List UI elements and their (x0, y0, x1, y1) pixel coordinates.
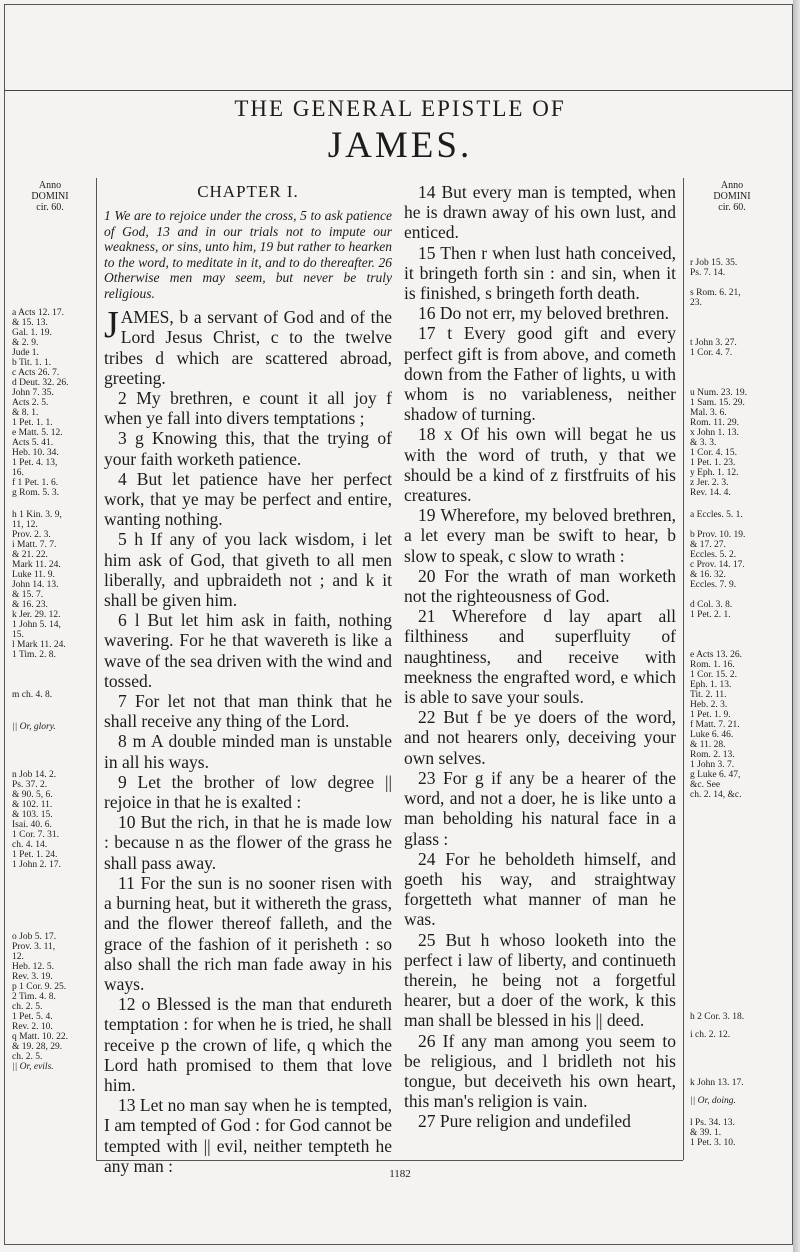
right-note: 1 Pet. 2. 1. (690, 610, 731, 620)
right-year: cir. 60. (718, 202, 746, 213)
verse (104, 304, 392, 388)
left-note: 1 Tim. 2. 8. (12, 650, 56, 660)
left-note: Prov. 3. 11, (12, 942, 56, 952)
left-note: Heb. 10. 34. (12, 448, 59, 458)
verse: 23 For g if any be a hearer of the word, and not a doer, he is like unto a man beholding his natural face in a glass : (404, 767, 676, 849)
right-note: f Matt. 7. 21. (690, 720, 740, 730)
left-note: Isai. 40. 6. (12, 820, 52, 830)
left-note: 1 Cor. 7. 31. (12, 830, 59, 840)
left-note: m ch. 4. 8. (12, 690, 53, 700)
verse: 12 o Blessed is the man that endureth temptation : for when he is tried, he shall receive p the crown of life, q which the Lord hath promised to them that love him. (104, 994, 392, 1095)
verse: 4 But let patience have her perfect work, that ye may be perfect and entire, wanting nothing. (104, 468, 392, 530)
verse: 19 Wherefore, my beloved brethren, a let every man be swift to hear, b slow to speak, c slow to wrath : (404, 505, 676, 566)
left-note: Prov. 2. 3. (12, 530, 51, 540)
left-note: 1 John 5. 14, (12, 620, 61, 630)
left-note: q Matt. 10. 22. (12, 1032, 68, 1042)
left-note: o Job 5. 17. (12, 932, 57, 942)
left-verses (104, 304, 392, 1176)
verse: 14 But every man is tempted, when he is drawn away of his own lust, and enticed. (404, 182, 676, 243)
right-note: b Prov. 10. 19. (690, 530, 746, 540)
left-note: Heb. 12. 5. (12, 962, 54, 972)
left-note: c Acts 26. 7. (12, 368, 60, 378)
left-note: 1 John 2. 17. (12, 860, 61, 870)
left-note: & 103. 15. (12, 810, 53, 820)
left-note: 2 Tim. 4. 8. (12, 992, 56, 1002)
left-note: || Or, evils. (12, 1062, 54, 1072)
right-note: Eccles. 7. 9. (690, 580, 737, 590)
left-note: John 7. 35. (12, 388, 54, 398)
left-note: l Mark 11. 24. (12, 640, 66, 650)
right-note: t John 3. 27. (690, 338, 737, 348)
left-anno: Anno (38, 180, 62, 191)
verse: 7 For let not that man think that he shall receive any thing of the Lord. (104, 691, 392, 732)
right-note: Rom. 11. 29. (690, 418, 739, 428)
left-note: Acts 5. 41. (12, 438, 54, 448)
right-note: & 17. 27. (690, 540, 726, 550)
left-note: & 102. 11. (12, 800, 53, 810)
right-note: r Job 15. 35. (690, 258, 738, 268)
left-note: b Tit. 1. 1. (12, 358, 52, 368)
verse: 9 Let the brother of low degree || rejoice in that he is exalted : (104, 771, 392, 813)
verse: 13 Let no man say when he is tempted, I am tempted of God : for God cannot be tempted with || evil, neither tempteth he any man : (104, 1095, 392, 1176)
right-note: Ps. 7. 14. (690, 268, 726, 278)
right-note: i ch. 2. 12. (690, 1030, 731, 1040)
left-note: & 15. 7. (12, 590, 44, 600)
left-note: 1 Pet. 5. 4. (12, 1012, 53, 1022)
left-note: Rev. 2. 10. (12, 1022, 53, 1032)
header-rule (4, 90, 793, 91)
verse: 24 For he beholdeth himself, and goeth his way, and straightway forgetteth what manner of man he was. (404, 848, 676, 930)
left-note: ch. 2. 5. (12, 1002, 43, 1012)
right-note: 1 John 3. 7. (690, 760, 735, 770)
book-title: JAMES. (327, 125, 473, 166)
page-number: 1182 (389, 1168, 411, 1180)
right-domini: DOMINI (713, 191, 751, 202)
right-anno: Anno (720, 180, 744, 191)
verse: 17 t Every good gift and every perfect gift is from above, and cometh down from the Father of lights, u with whom is no variableness, neither shadow of turning. (404, 323, 676, 425)
right-note: &c. See (690, 780, 721, 790)
right-note: & 11. 28. (690, 740, 726, 750)
left-note: & 21. 22. (12, 550, 48, 560)
right-note: c Prov. 14. 17. (690, 560, 745, 570)
chapter-heading: CHAPTER I. (197, 182, 299, 201)
right-note: 1 Pet. 1. 23. (690, 458, 736, 468)
verse: 11 For the sun is no sooner risen with a burning heat, but it withereth the grass, and the flower thereof falleth, and the grace of the fashion of it perisheth : so also shall the rich man fade away in his ways. (104, 872, 392, 994)
right-note: & 3. 3. (690, 438, 717, 448)
right-note: k John 13. 17. (690, 1078, 744, 1088)
verse: 21 Wherefore d lay apart all filthiness and superfluity of naughtiness, and receive with meekness the engrafted word, e which is able to save your souls. (404, 606, 676, 708)
left-note: f 1 Pet. 1. 6. (12, 478, 59, 488)
verse: 18 x Of his own will begat he us with the word of truth, y that we should be a kind of z firstfruits of his creatures. (404, 424, 676, 506)
epistle-title: THE GENERAL EPISTLE OF (234, 96, 566, 121)
left-note: Rev. 3. 19. (12, 972, 53, 982)
right-note: 1 Cor. 4. 7. (690, 348, 733, 358)
left-note: Ps. 37. 2. (12, 780, 48, 790)
left-note: k Jer. 29. 12. (12, 610, 61, 620)
verse: 10 But the rich, in that he is made low : because n as the flower of the grass he shall pass away. (104, 812, 392, 873)
right-note: 1 Cor. 15. 2. (690, 670, 737, 680)
left-text-column (104, 176, 392, 1176)
right-note: 1 Pet. 1. 9. (690, 710, 731, 720)
right-note: || Or, doing. (690, 1096, 736, 1106)
left-note: i Matt. 7. 7. (12, 540, 57, 550)
verse: 3 g Knowing this, that the trying of your faith worketh patience. (104, 428, 392, 469)
left-note: John 14. 13. (12, 580, 59, 590)
right-note: Tit. 2. 11. (690, 690, 727, 700)
left-note: ch. 4. 14. (12, 840, 48, 850)
right-note: 23. (690, 298, 702, 308)
left-note: 1 Pet. 4. 13, (12, 458, 58, 468)
right-note: u Num. 23. 19. (690, 388, 747, 398)
right-note: 1 Sam. 15. 29. (690, 398, 745, 408)
left-note: & 15. 13. (12, 318, 48, 328)
right-note: h 2 Cor. 3. 18. (690, 1012, 745, 1022)
left-note: ch. 2. 5. (12, 1052, 43, 1062)
right-note: & 39. 1. (690, 1128, 722, 1138)
right-note: & 16. 32. (690, 570, 726, 580)
left-note: & 2. 9. (12, 338, 39, 348)
right-note: x John 1. 13. (690, 428, 739, 438)
left-note: Luke 11. 9. (12, 570, 55, 580)
verse: 27 Pure religion and undefiled (418, 1111, 631, 1132)
left-note: 1 Pet. 1. 24. (12, 850, 58, 860)
right-note: y Eph. 1. 12. (690, 468, 739, 478)
left-note: Gal. 1. 19. (12, 328, 52, 338)
left-note: a Acts 12. 17. (12, 308, 64, 318)
left-margin-date (6, 180, 94, 213)
left-note: p 1 Cor. 9. 25. (12, 982, 67, 992)
right-note: a Eccles. 5. 1. (690, 510, 743, 520)
verse-text: AMES, b a servant of God and of the Lord Jesus Christ, c to the twelve tribes d which are scattered abroad, greeting. (104, 307, 392, 388)
right-verses (404, 182, 676, 1132)
page-edge-shadow (793, 0, 800, 1252)
verse: 5 h If any of you lack wisdom, i let him ask of God, that giveth to all men liberally, and upbraideth not ; and k it shall be given him. (104, 529, 392, 611)
left-note: h 1 Kin. 3. 9, (12, 510, 62, 520)
left-note: Acts 2. 5. (12, 398, 49, 408)
right-note: Eccles. 5. 2. (690, 550, 737, 560)
right-note: l Ps. 34. 13. (690, 1118, 735, 1128)
left-note: 1 Pet. 1. 1. (12, 418, 53, 428)
right-note: z Jer. 2. 3. (690, 478, 729, 488)
left-note: || Or, glory. (12, 722, 56, 732)
verse: 26 If any man among you seem to be religious, and l bridleth not his tongue, but deceiveth his own heart, this man's religion is vain. (404, 1030, 676, 1112)
right-note: 1 Pet. 3. 10. (690, 1138, 736, 1148)
right-note: e Acts 13. 26. (690, 650, 742, 660)
verse: 2 My brethren, e count it all joy f when ye fall into divers temptations ; (104, 388, 392, 429)
right-note: Mal. 3. 6. (690, 408, 727, 418)
left-note: 12. (12, 952, 24, 962)
right-note: Rom. 1. 16. (690, 660, 735, 670)
right-text-column (404, 182, 676, 1132)
left-note: Jude 1. (12, 348, 39, 358)
left-year: cir. 60. (36, 202, 64, 213)
chapter-summary: 1 We are to rejoice under the cross, 5 to ask patience of God, 13 and in our trials not to impute our weakness, or sins, unto him, 19 but rather to hearken to the word, to meditate in it, and to do thereafter. 26 Otherwise men may seem, but never be truly religious. (104, 208, 392, 301)
drop-cap: J (104, 304, 119, 347)
left-note: & 90. 5, 6. (12, 790, 53, 800)
right-note: Eph. 1. 13. (690, 680, 732, 690)
left-domini: DOMINI (31, 191, 69, 202)
verse: 15 Then r when lust hath conceived, it bringeth forth sin : and sin, when it is finished, s bringeth forth death. (404, 242, 676, 304)
right-note: Luke 6. 46. (690, 730, 734, 740)
right-note: d Col. 3. 8. (690, 600, 733, 610)
right-margin-date (690, 180, 774, 213)
right-note: ch. 2. 14, &c. (690, 790, 742, 800)
verse: 22 But f be ye doers of the word, and not hearers only, deceiving your own selves. (404, 707, 676, 768)
verse: 20 For the wrath of man worketh not the righteousness of God. (404, 565, 676, 607)
right-note: g Luke 6. 47, (690, 770, 741, 780)
left-note: g Rom. 5. 3. (12, 488, 59, 498)
verse: 25 But h whoso looketh into the perfect i law of liberty, and continueth therein, he being not a forgetful hearer, but a doer of the work, k this man shall be blessed in his || deed. (404, 929, 676, 1031)
verse: 6 l But let him ask in faith, nothing wavering. For he that wavereth is like a wave of the sea driven with the wind and tossed. (104, 610, 392, 691)
left-note: e Matt. 5. 12. (12, 428, 63, 438)
left-margin-rule (96, 178, 97, 1160)
right-margin-rule (683, 178, 684, 1160)
left-note: 15. (12, 630, 24, 640)
right-note: Heb. 2. 3. (690, 700, 728, 710)
verse: 8 m A double minded man is unstable in all his ways. (104, 731, 392, 772)
verse: 16 Do not err, my beloved brethren. (418, 303, 670, 324)
left-note: & 19. 28, 29. (12, 1042, 63, 1052)
right-note: Rom. 2. 13. (690, 750, 735, 760)
left-note: 16. (12, 468, 24, 478)
left-note: n Job 14. 2. (12, 770, 57, 780)
left-note: d Deut. 32. 26. (12, 378, 69, 388)
left-note: Mark 11. 24. (12, 560, 61, 570)
right-note: s Rom. 6. 21, (690, 288, 741, 298)
left-note: & 16. 23. (12, 600, 48, 610)
left-note: 11, 12. (12, 520, 38, 530)
right-note: Rev. 14. 4. (690, 488, 731, 498)
left-note: & 8. 1. (12, 408, 39, 418)
right-note: 1 Cor. 4. 15. (690, 448, 737, 458)
